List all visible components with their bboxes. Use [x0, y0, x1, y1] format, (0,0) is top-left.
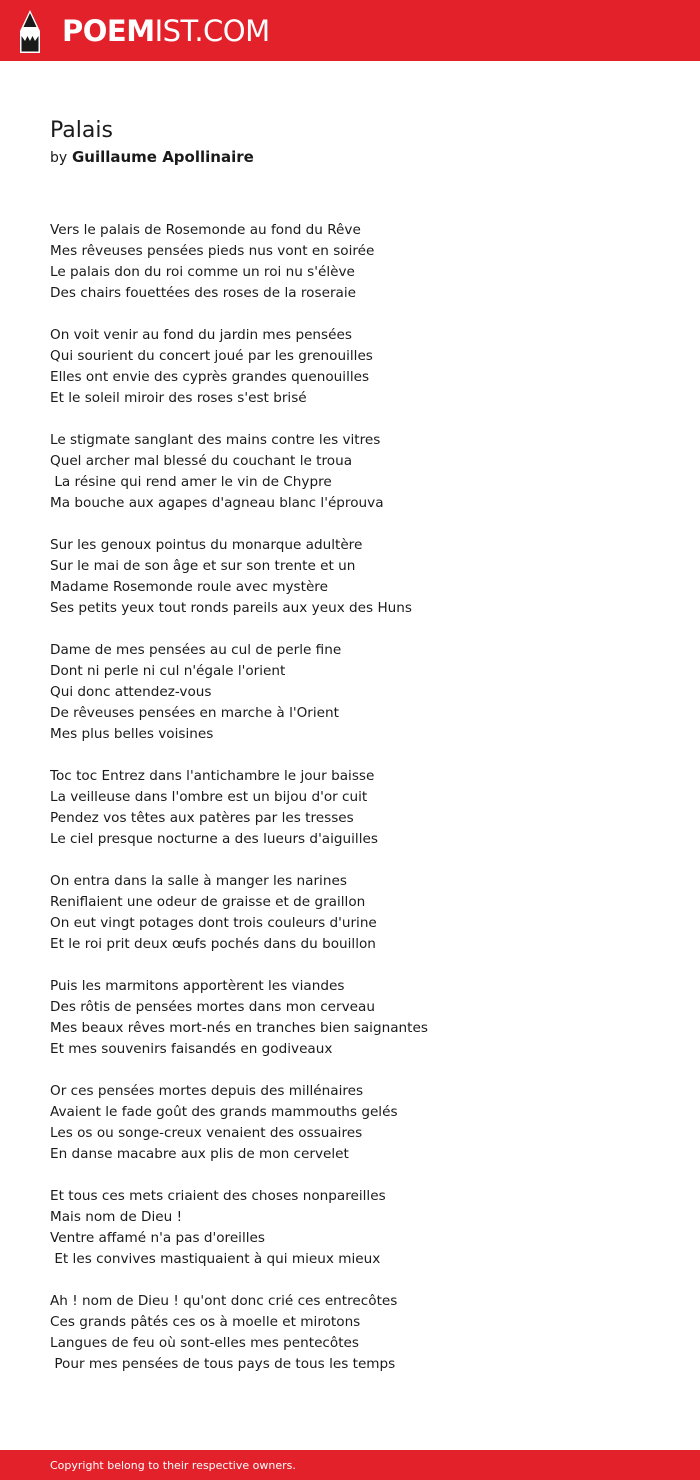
poem-line: Ces grands pâtés ces os à moelle et mirotons — [50, 1314, 361, 1330]
poem-line: On voit venir au fond du jardin mes pensées — [50, 327, 352, 343]
poem-stanza — [50, 325, 670, 409]
poem-line: Pendez vos têtes aux patères par les tresses — [50, 810, 354, 826]
poem-line: La résine qui rend amer le vin de Chypre — [50, 474, 332, 490]
poem-line: Ma bouche aux agapes d'agneau blanc l'éprouva — [50, 495, 384, 511]
logo-text-strong: POEM — [62, 13, 155, 48]
poem-line: Dame de mes pensées au cul de perle fine — [50, 642, 342, 658]
poem-stanza — [50, 640, 670, 745]
logo-text-light: IST.COM — [154, 13, 270, 48]
poem-heading — [50, 117, 254, 168]
poem-line: Et les convives mastiquaient à qui mieux mieux — [50, 1251, 381, 1267]
poem-line: Ventre affamé n'a pas d'oreilles — [50, 1230, 265, 1246]
poem-line: Et le soleil miroir des roses s'est brisé — [50, 390, 307, 406]
poem-line: Qui sourient du concert joué par les grenouilles — [50, 348, 373, 364]
poem-line: On entra dans la salle à manger les narines — [50, 873, 347, 889]
poem-line: Avaient le fade goût des grands mammouths gelés — [50, 1104, 398, 1120]
poem-stanza — [50, 535, 670, 619]
pencil-icon — [18, 10, 42, 53]
poem-line: Et tous ces mets criaient des choses nonpareilles — [50, 1188, 386, 1204]
poem-line: Le stigmate sanglant des mains contre les vitres — [50, 432, 381, 448]
poem-line: Dont ni perle ni cul n'égale l'orient — [50, 663, 286, 679]
poem-stanza — [50, 1186, 670, 1270]
poem-byline — [50, 147, 254, 168]
copyright-notice: Copyright belong to their respective owners. — [50, 1459, 296, 1472]
poem-line: Mes beaux rêves mort-nés en tranches bien saignantes — [50, 1020, 428, 1036]
poem-line: Le palais don du roi comme un roi nu s'élève — [50, 264, 355, 280]
poem-line: Toc toc Entrez dans l'antichambre le jour baisse — [50, 768, 375, 784]
poem-line: Puis les marmitons apportèrent les viandes — [50, 978, 345, 994]
poem-line: Ses petits yeux tout ronds pareils aux yeux des Huns — [50, 600, 412, 616]
poem-line: La veilleuse dans l'ombre est un bijou d'or cuit — [50, 789, 368, 805]
poem-line: Mes plus belles voisines — [50, 726, 214, 742]
poem-line: Et le roi prit deux œufs pochés dans du bouillon — [50, 936, 376, 952]
poem-line: Mais nom de Dieu ! — [50, 1209, 183, 1225]
poem-line: Des chairs fouettées des roses de la roseraie — [50, 285, 356, 301]
poem-line: En danse macabre aux plis de mon cervelet — [50, 1146, 349, 1162]
poem-line: Et mes souvenirs faisandés en godiveaux — [50, 1041, 333, 1057]
site-logo-text — [62, 13, 270, 48]
poem-line: Mes rêveuses pensées pieds nus vont en soirée — [50, 243, 375, 259]
poem-line: Reniflaient une odeur de graisse et de graillon — [50, 894, 366, 910]
poem-line: Le ciel presque nocturne a des lueurs d'aiguilles — [50, 831, 378, 847]
poem-line: Ah ! nom de Dieu ! qu'ont donc crié ces entrecôtes — [50, 1293, 398, 1309]
poem-stanza — [50, 976, 670, 1060]
poem-line: De rêveuses pensées en marche à l'Orient — [50, 705, 339, 721]
site-logo-link[interactable] — [18, 9, 270, 53]
poem-title: Palais — [50, 118, 113, 143]
poem-stanza — [50, 430, 670, 514]
poem-stanza — [50, 220, 670, 304]
site-footer — [0, 1450, 700, 1480]
poem-line: Or ces pensées mortes depuis des millénaires — [50, 1083, 364, 1099]
poem-body — [50, 220, 670, 1396]
author-link[interactable]: Guillaume Apollinaire — [71, 148, 254, 166]
poem-line: Sur les genoux pointus du monarque adultère — [50, 537, 363, 553]
poem-line: Les os ou songe-creux venaient des ossuaires — [50, 1125, 363, 1141]
byline-prefix: by — [50, 150, 68, 166]
poem-line: Qui donc attendez-vous — [50, 684, 212, 700]
poem-line: Des rôtis de pensées mortes dans mon cerveau — [50, 999, 375, 1015]
poem-stanza — [50, 1291, 670, 1375]
poem-line: Quel archer mal blessé du couchant le troua — [50, 453, 353, 469]
poem-line: Madame Rosemonde roule avec mystère — [50, 579, 328, 595]
site-header — [0, 0, 700, 61]
poem-line: Elles ont envie des cyprès grandes quenouilles — [50, 369, 370, 385]
poem-line: Langues de feu où sont-elles mes pentecôtes — [50, 1335, 359, 1351]
poem-stanza — [50, 1081, 670, 1165]
poem-stanza — [50, 766, 670, 850]
poem-line: On eut vingt potages dont trois couleurs d'urine — [50, 915, 377, 931]
poem-line: Sur le mai de son âge et sur son trente et un — [50, 558, 356, 574]
poem-stanza — [50, 871, 670, 955]
poem-line: Pour mes pensées de tous pays de tous les temps — [50, 1356, 396, 1372]
poem-line: Vers le palais de Rosemonde au fond du Rêve — [50, 222, 361, 238]
